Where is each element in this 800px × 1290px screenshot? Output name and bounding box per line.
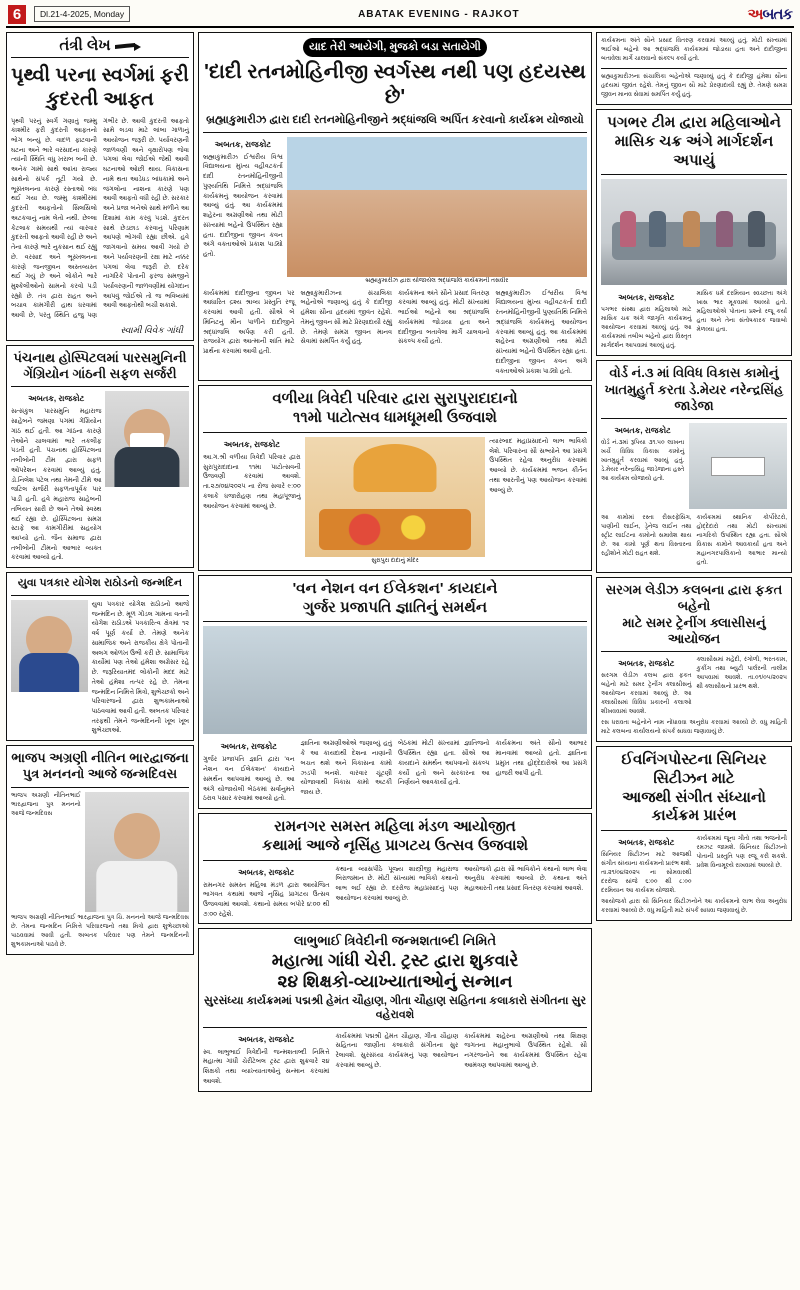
evening-story <box>596 746 792 921</box>
pagbhar-headline-2: માસિક ચક્ર અંગે માર્ગદર્શન અપાયું <box>614 132 774 169</box>
gandhi-headline-3: ૨૪ શિક્ષકો-વ્યાખ્યાતાઓનું સન્માન <box>277 971 513 991</box>
onenation-byline: અબતક, રાજકોટ <box>220 742 277 752</box>
onenation-col3: બેઠકમાં મોટી સંખ્યામાં જ્ઞાતિજનો ઉપસ્થિત રહ્યા હતા. સૌએ આ કાયદાને સમર્થન આપવાનો સંકલ્પ કર્યો હતો અને સરકારના આ નિર્ણયને આવકાર્યો હતો. <box>398 740 490 787</box>
ramnagar-headline-1: રામનગર સમસ્ત મહિલા મંડળ આયોજીત <box>274 818 516 836</box>
lead-col3: બ્રહ્માકુમારીઝના સંચાલિકા બહેનોએ જણાવ્યું હતું કે દાદીજી હંમેશા સૌના હૃદયમાં જીવંત રહેશે. તેમનું જીવન સૌ માટે પ્રેરણાદાયી રહ્યું છે. તેમણે સમગ્ર જીવન માનવ સેવામાં સમર્પિત કર્યું હતું. <box>300 289 392 346</box>
page-number: 6 <box>8 5 26 24</box>
hospital-story <box>6 345 194 568</box>
masthead-brand <box>748 6 792 23</box>
middle-column <box>198 32 592 1096</box>
ward-col3: કાર્યક્રમમાં સ્થાનિક કોર્પોરેટરો, હોદ્દેદારો તથા મોટી સંખ્યામાં નાગરિકો ઉપસ્થિત રહ્યા હતા. સૌએ વિકાસ કામોને આવકાર્યા હતા અને મહાનગરપાલિકાનો આભાર માન્યો હતો. <box>696 515 787 566</box>
lead-col5: બ્રહ્માકુમારીઝ ઈશ્વરીય વિશ્વ વિદ્યાલયના મુખ્ય વહીવટકર્તા દાદી રતનમોહિનીજીની પુણ્યતિથિ નિમિત્તે શ્રદ્ધાંજલિ કાર્યક્રમનું આયોજન કરવામાં આવ્યું હતું. આ કાર્યક્રમમાં શહેરના અગ્રણીઓ તથા મોટી સંખ્યામાં બહેનો ઉપસ્થિત રહ્યા હતા. દાદીજીના જીવન કવન અંગે વક્તાઓએ પ્રકાશ પાડ્યો હતો. <box>495 289 587 375</box>
page-columns <box>6 32 794 1096</box>
gandhi-story <box>198 928 592 1091</box>
onenation-col4: કાર્યક્રમના અંતે સૌનો આભાર માનવામાં આવ્યો હતો. જ્ઞાતિના પ્રમુખ તથા હોદ્દેદારોએ આ પ્રસંગે હાજરી આપી હતી. <box>495 740 587 777</box>
ward-photo-caption <box>689 509 787 511</box>
pagbhar-headline-1: પગભર ટીમ દ્વારા મહિલાઓને <box>607 114 781 131</box>
evening-headline-2: આજથી સંગીત સંધ્યાનો કાર્યક્રમ પ્રારંભ <box>622 788 766 825</box>
onenation-photo-caption <box>203 734 587 736</box>
brand-right: બતક <box>762 5 792 23</box>
lead-col4: કાર્યક્રમના અંતે સૌને પ્રસાદ વિતરણ કરવામાં આવ્યું હતું. મોટી સંખ્યામાં ભાઈઓ બહેનો આ શ્રદ્ધાંજલિ કાર્યક્રમમાં જોડાયા હતા અને દાદીજીના બતાવેલા માર્ગે ચાલવાનો સંકલ્પ કર્યો હતો. <box>398 289 490 346</box>
pagbhar-photo <box>601 179 787 285</box>
editorial-headline: પૃથ્વી પરના સ્વર્ગમાં ફરી કુદરતી આફત <box>11 65 189 110</box>
gandhi-headline-1: લાભુભાઈ ત્રિવેદીની જન્મશતાબ્દી નિમિતે <box>293 933 497 949</box>
valiya-headline-1: વળીયા ત્રિવેદી પરિવાર દ્વારા સુરાપુરાદાદાનો <box>272 390 518 408</box>
right-column <box>596 32 792 1096</box>
sargam-byline: અબતક, રાજકોટ <box>618 659 675 668</box>
lead-sidebar-body-2: બ્રહ્માકુમારીઝના સંચાલિકા બહેનોએ જણાવ્યું હતું કે દાદીજી હંમેશા સૌના હૃદયમાં જીવંત રહેશે. તેમનું જીવન સૌ માટે પ્રેરણાદાયી રહ્યું છે. તેમણે સમગ્ર જીવન માનવ સેવામાં સમર્પિત કર્યું હતું. <box>601 74 787 98</box>
onenation-col1: ગુર્જર પ્રજાપતિ જ્ઞાતિ દ્વારા 'વન નેશન વન ઈલેકશન' કાયદાને સમર્થન આપવામાં આવ્યું છે. આ અંગે યોજાયેલી બેઠકમાં સર્વાનુમતે ઠરાવ પસાર કરવામાં આવ્યો હતો. <box>203 756 295 803</box>
bjp-headline-1: ભાજપ અગ્રણી નીતિન ભારદ્વાજના <box>11 750 189 766</box>
sargam-col2: ક્લાસીસમાં મહેંદી, રંગોળી, ભરતકામ, કુકીંગ તથા બ્યુટી પાર્લરની તાલીમ આપવામાં આવશે. તા.૦૧/૦૫/૨૦૨૫ થી ક્લાસીસનો પ્રારંભ થશે. <box>696 657 787 690</box>
lead-photo-caption: બ્રહ્માકુમારીઝ દ્વારા યોજાયેલ શ્રદ્ધાંજલિ કાર્યક્રમની તસવીર <box>365 277 509 284</box>
pagbhar-col1: પગભર સંસ્થા દ્વારા મહિલાઓ માટે માસિક ચક્ર અંગે જાગૃતિ કાર્યક્રમનું આયોજન કરવામાં આવ્યું હતું. આ કાર્યક્રમમાં તબીબ બહેનો દ્વારા વિસ્તૃત માર્ગદર્શન આપવામાં આવ્યું હતું. <box>601 307 692 350</box>
lead-photo <box>287 137 587 277</box>
ramnagar-col1: રામનગર સમસ્ત મહિલા મંડળ દ્વારા આયોજિત ભાગવત કથામાં આજે નૃસિંહ પ્રાગટય ઉત્સવ ઉજવવામાં આવશે. કથાનો સમય બપોરે ૪:૦૦ થી ૭:૦૦ રહેશે. <box>203 881 330 918</box>
evening-col1: સિનિયર સિટીઝન માટે આજથી સંગીત સંધ્યાના કાર્યક્રમનો પ્રારંભ થશે. તા.૨૧/૦૪/૨૦૨૫ ના સોમવારથી દરરોજ સાંજે ૬:૦૦ થી ૮:૦૦ દરમિયાન આ કાર્યક્રમ યોજાશે. <box>601 852 692 894</box>
ward-story <box>596 360 792 573</box>
valiya-photo-caption: સુરાપુરા દાદાનું મંદિર <box>371 557 419 564</box>
pagbhar-byline: અબતક, રાજકોટ <box>618 293 675 303</box>
masthead <box>6 4 794 28</box>
valiya-col1: આ.ગ.શ્રી વળીયા ત્રિવેદી પરિવાર દ્વારા સુરાપુરાદાદાના ૧૧મા પાટોત્સવની ઉજવણી કરવામાં આવશે. તા.૨૭/૦૪/૨૦૨૫ ના રોજ સવારે ૯:૦૦ કલાકે ધજારોહણ તથા મહાપૂજાનું આયોજન કરવામાં આવ્યું છે. <box>203 453 301 510</box>
valiya-story <box>198 385 592 571</box>
valiya-photo <box>305 437 485 557</box>
bjp-sub: ભાજપ અગ્રણી નીતિનભાઈ ભારદ્વાજના પુત્ર મનનનો આજે જન્મદિવસ <box>11 792 81 817</box>
sargam-headline-1: સરગમ લેડીઝ કલબના દ્વારા ફકત બહેનો <box>605 582 783 614</box>
journalist-photo <box>11 600 88 692</box>
journalist-body: યુવા પત્રકાર યોગેશ રાઠોડનો આજે જન્મદિન છે. મૂળ ગોંડલ ગામના વતની યોગેશ રાઠોડએ પત્રકારિત્વ ક્ષેત્રમાં ૧૨ વર્ષ પૂર્ણ કર્યા છે. તેમણે અનેક સામાજિક અને રાજકીય ક્ષેત્રે પોતાની અલગ ઓળખ ઉભી કરી છે. સામાજિક કાર્યોમાં પણ તેઓ હંમેશા અગ્રેસર રહે છે. જરૂરિયાતમંદ લોકોની મદદ માટે તેઓ હંમેશા તત્પર રહે છે. તેમના જન્મદિન નિમિત્તે મિત્રો, શુભેચ્છકો અને પરિવારજનો દ્વારા શુભકામનાઓ પાઠવવામાં આવી હતી. અબતક પરિવાર તરફથી તેમને જન્મદિનની ખૂબ ખૂબ શુભેચ્છાઓ. <box>91 600 189 735</box>
lead-sidebar <box>596 32 792 105</box>
sargam-col3: રસ ધરાવતા બહેનોને નામ નોંધાવવા અનુરોધ કરવામાં આવ્યો છે. વધુ માહિતી માટે કલબના કાર્યાલયનો સંપર્ક સાધવા જણાવાયું છે. <box>601 720 787 735</box>
valiya-byline: અબતક, રાજકોટ <box>223 439 280 449</box>
sargam-headline-2: માટે સમર ટ્રેનીંગ ક્લાસીસનું આયોજન <box>622 614 766 646</box>
onenation-photo <box>203 626 587 734</box>
journalist-headline: યુવા પત્રકાર યોગેશ રાઠોડનો જન્મદિન <box>17 577 183 590</box>
ward-byline: અબતક, રાજકોટ <box>614 426 671 435</box>
gandhi-col1: સ્વ. લાભુભાઈ ત્રિવેદીની જન્મશતાબ્દી નિમિત્તે મહાત્મા ગાંધી ચેરીટેબલ ટ્રસ્ટ દ્વારા શુક્રવારે ૨૪ શિક્ષકો તથા વ્યાખ્યાતાઓનું સન્માન કરવામાં આવશે. <box>203 1048 330 1085</box>
editorial-logo-label: તંત્રી લેખ <box>59 37 111 54</box>
bjp-body: ભાજપ અગ્રણી નીતિનભાઈ ભારદ્વાજના પુત્ર ચિ. મનનનો આજે જન્મદિવસ છે. તેમના જન્મદિન નિમિત્તે પરિવારજનો તથા મિત્રો દ્વારા શુભેચ્છાઓ પાઠવવામાં આવી હતી. અબતક પરિવાર પણ તેમને જન્મદિનની શુભકામનાઓ પાઠવે છે. <box>11 914 189 948</box>
gandhi-subhead: સુરસંધ્યા કાર્યક્રમમાં પદ્મશ્રી હેમંત ચૌહાણ, ગીતા ચૌહાણ સહિતના કલાકારો સંગીતના સુર વહેરાવશે <box>203 995 587 1021</box>
hospital-headline: પંચનાથ હોસ્પિટલમાં પારસમુનિની ગેંગ્રિયોન ગાંઠની સફળ સર્જરી <box>13 349 187 382</box>
ward-photo <box>689 423 787 509</box>
lead-kicker: યાદ તેરી આયેગી, મુજકો બડા સતાયેગી <box>303 38 487 57</box>
evening-headline-1: ઈવનિંગપોસ્ટના સિનિયર સિટીઝન માટે <box>621 751 767 787</box>
hospital-body: સત્સંકુલ પારસમુનિ મહારાજ સાહેબને જમણા પગમાં ગેંગ્રિયોન ગાંઠ થઈ હતી. આ ગાંઠના કારણે તેઓને ચાલવામાં ભારે તકલીફ પડતી હતી. પંચનાથ હોસ્પિટલના તબીબોની ટીમ દ્વારા સફળ ઓપરેશન કરવામાં આવ્યું હતું. ડો.નિલેશ પટેલ તથા તેમની ટીમે આ જટિલ સર્જરી સફળતાપૂર્વક પાર પાડી હતી. હવે મહારાજ સાહેબની તબિયત સારી છે અને તેઓ સ્વસ્થ થઈ રહ્યા છે. હોસ્પિટલના સમગ્ર સ્ટાફે આ કામગીરીમાં સહયોગ આપ્યો હતો. જૈન સમાજ દ્વારા તબીબોની ટીમનો આભાર વ્યક્ત કરવામાં આવ્યો હતો. <box>11 408 102 562</box>
pen-icon <box>115 41 141 51</box>
lead-col2: કાર્યક્રમમાં દાદીજીના જીવન પર આધારિત દ્રશ્ય શ્રાવ્ય પ્રસ્તુતિ રજૂ કરવામાં આવી હતી. સૌએ બે મિનિટનું મૌન પાળીને દાદીજીને શ્રદ્ધાંજલિ અર્પણ કરી હતી. રાજયોગ દ્વારા આત્માની શાંતિ માટે પ્રાર્થના કરવામાં આવી હતી. <box>203 289 295 356</box>
left-column <box>6 32 194 1096</box>
gandhi-byline: અબતક, રાજકોટ <box>238 1034 295 1044</box>
onenation-headline-1: 'વન નેશન વન ઈલેકશન' કાયદાને <box>292 579 498 597</box>
journalist-story <box>6 572 194 741</box>
hospital-byline: અબતક, રાજકોટ <box>28 394 85 404</box>
hospital-photo <box>105 391 189 487</box>
ramnagar-headline-2: કથામાં આજે નૃસિંહ પ્રાગટય ઉત્સવ ઉજવાશે <box>261 836 529 854</box>
ramnagar-story <box>198 813 592 924</box>
ramnagar-col2: કથાના વ્યાસપીઠે પૂજ્ય શાસ્ત્રીજી મહારાજ બિરાજમાન છે. મોટી સંખ્યામાં ભાવિકો કથાનો લાભ લઈ રહ્યા છે. દરરોજ મહાપ્રસાદનું પણ આયોજન કરવામાં આવ્યું છે. <box>335 865 459 902</box>
onenation-headline-2: ગુર્જર પ્રજાપતિ જ્ઞાતિનું સમર્થન <box>302 598 488 616</box>
evening-byline: અબતક, રાજકોટ <box>618 838 675 847</box>
editorial-signature: સ્વામી વિવેક ગાંધી <box>120 324 183 335</box>
ward-col2: આ કામોમાં રસ્તા રીસરફેસિંગ, પાણીની લાઈન, ડ્રેનેજ લાઈન તથા સ્ટ્રીટ લાઈટના કામોનો સમાવેશ થાય છે. આ કામો પૂર્ણ થતા વિસ્તારના રહીશોને મોટી રાહત થશે. <box>601 515 692 557</box>
editorial-logo-row <box>11 37 189 58</box>
valiya-col2: ત્યારબાદ મહાપ્રસાદનો લાભ ભાવિકો લેશે. પરિવારના સૌ સભ્યોને આ પ્રસંગે ઉપસ્થિત રહેવા અનુરોધ કરવામાં આવ્યો છે. કાર્યક્રમમાં ભજન કીર્તન તથા આરતીનું પણ આયોજન કરવામાં આવ્યું છે. <box>489 437 587 494</box>
lead-sidebar-body: કાર્યક્રમના અંતે સૌને પ્રસાદ વિતરણ કરવામાં આવ્યું હતું. મોટી સંખ્યામાં ભાઈઓ બહેનો આ શ્રદ્ધાંજલિ કાર્યક્રમમાં જોડાયા હતા અને દાદીજીના બતાવેલા માર્ગે ચાલવાનો સંકલ્પ કર્યો હતો. <box>601 38 787 62</box>
bjp-story <box>6 745 194 955</box>
bjp-photo <box>85 792 189 912</box>
bjp-headline-2: પુત્ર મનનનો આજે જન્મદિવસ <box>22 766 178 782</box>
pagbhar-col2: માસિક ધર્મ દરમિયાન સ્વચ્છતા અંગે ખાસ ભાર મૂકવામાં આવ્યો હતો. મહિલાઓએ પોતાના પ્રશ્નો રજૂ કર્યા હતા અને તેના સંતોષકારક જવાબો મેળવ્યા હતા. <box>696 291 787 334</box>
brand-left: અ <box>747 5 763 23</box>
ward-col1: વોર્ડ નં.૩માં રૂપિયા ૩૧.૫૦ લાખના ખર્ચે વિવિધ વિકાસ કામોનું ખાતમુહૂર્ત કરવામાં આવ્યું હતું. ડે.મેયર નરેન્દ્રસિંહ જાડેજાના હસ્તે આ કાર્યક્રમ યોજાયો હતો. <box>601 440 685 482</box>
lead-headline: 'દાદી રતનમોહિનીજી સ્વર્ગસ્થ નથી પણ હદયસ્થ છે' <box>204 61 586 108</box>
onenation-story <box>198 575 592 809</box>
lead-byline: અબતક, રાજકોટ <box>214 139 271 149</box>
ward-headline-2: ખાતમુહુર્ત કરતા ડે.મેયર નરેન્દ્રસિંહ જાડેજા <box>604 381 784 413</box>
sargam-col1: સરગમ લેડીઝ કલબ દ્વારા ફકત બહેનો માટે સમર ટ્રેનીંગ ક્લાસીસનું આયોજન કરવામાં આવ્યું છે. આ ક્લાસીસમાં વિવિધ પ્રકારની કલાઓ શીખવવામાં આવશે. <box>601 673 692 715</box>
onenation-col2: જ્ઞાતિના અગ્રણીઓએ જણાવ્યું હતું કે આ કાયદાથી દેશના નાણાંની બચત થશે અને વિકાસના કામો ઝડપી બનશે. વારંવાર ચૂંટણી યોજાવાથી વિકાસ કામો અટકી જાય છે. <box>300 740 392 797</box>
masthead-title: ABATAK EVENING - RAJKOT <box>358 8 520 20</box>
sargam-story <box>596 577 792 742</box>
gandhi-col3: કાર્યક્રમમાં શહેરના અગ્રણીઓ તથા શિક્ષણ જગતના મહાનુભાવો ઉપસ્થિત રહેશે. સૌ નગરજનોને આ કાર્યક્રમમાં ઉપસ્થિત રહેવા આમંત્રણ આપવામાં આવ્યું છે. <box>464 1032 587 1069</box>
date-label: Dl.21-4-2025, Monday <box>34 6 130 22</box>
gandhi-headline-2: મહાત્મા ગાંધી ચેરી. ટ્રસ્ટ દ્વારા શુકવારે <box>271 950 519 970</box>
gandhi-col2: કાર્યક્રમમાં પદ્મશ્રી હેમંત ચૌહાણ, ગીતા ચૌહાણ સહિતના જાણીતા કલાકારો સંગીતના સુર રેલાવશે. સુરસંધ્યા કાર્યક્રમનું પણ આયોજન કરવામાં આવ્યું છે. <box>335 1032 459 1069</box>
ramnagar-col3: આયોજકો દ્વારા સૌ ભાવિકોને કથાનો લાભ લેવા અનુરોધ કરવામાં આવ્યો છે. કથાના અંતે મહાઆરતી તથા પ્રસાદ વિતરણ કરવામાં આવશે. <box>464 865 587 892</box>
pagbhar-photo-caption <box>601 285 787 287</box>
evening-col3: આયોજકો દ્વારા સૌ સિનિયર સિટીઝનોને આ કાર્યક્રમનો લાભ લેવા અનુરોધ કરવામાં આવ્યો છે. વધુ માહિતી માટે સંપર્ક સાધવા જણાવાયું છે. <box>601 899 787 914</box>
editorial-body: પૃથ્વી પરનું સ્વર્ગ ગણાતું જમ્મુ કાશ્મીર ફરી કુદરતી આફતનો ભોગ બન્યું છે. વાદળ ફાટવાની ઘટના અને ભારે વરસાદના કારણે ત્યાંની સ્થિતિ વધુ ખરાબ બની છે. અનેક ગામો સાથે આખા રાજ્ય સાથેનો સંપર્ક તૂટી ગયો છે. ભૂસ્ખલનના કારણે રસ્તાઓ બંધ થઈ ગયા છે. જમ્મુ કાશ્મીરમાં કુદરતી આફતોનો સિલસિલો અટકવાનું નામ લેતો નથી. છેલ્લા કેટલાક સમયથી ત્યાં વારંવાર કુદરતી આફતો આવી રહી છે અને તેના કારણે ભારે નુકસાન થઈ રહ્યું છે. વરસાદ અને ભૂસ્ખલનના કારણે જનજીવન અસ્તવ્યસ્ત થઈ ગયું છે અને લોકોને ભારે મુશ્કેલીઓનો સામનો કરવો પડી રહ્યો છે. તંત્ર દ્વારા રાહત અને બચાવ કામગીરી હાથ ધરવામાં આવી છે, પરંતુ સ્થિતિ હજુ પણ ગંભીર છે. આવી કુદરતી આફતો સામે લડવા માટે લાંબા ગાળાનું આયોજન જરૂરી છે. પર્યાવરણની જાળવણી અને વૃક્ષારોપણ જેવા પગલાં લેવા જોઈએ જેથી આવી ઘટનાઓ ઓછી થાય. વિકાસના નામે થતા આડેધડ બાંધકામો અને જંગલોના નાશના કારણે પણ આવી આફતો વધી રહી છે. સરકાર અને પ્રજા બંનેએ સાથે મળીને આ દિશામાં કામ કરવું પડશે. કુદરત સાથે છેડછાડ કરવાનું પરિણામ આપણે ભોગવી રહ્યા છીએ. હવે જાગવાનો સમય આવી ગયો છે અને પર્યાવરણની રક્ષા માટે નક્કર પગલાં લેવા જરૂરી છે. દરેક નાગરિકે પોતાની ફરજ સમજીને પર્યાવરણની જાળવણીમાં યોગદાન આપવું જોઈએ તો જ ભવિષ્યમાં આવી આફતોથી બચી શકાશે. <box>11 117 189 320</box>
lead-subhead: બ્રહ્માકુમારીઝ દ્વારા દાદી રતનમોહિનીજીને શ્રદ્ધાંજલિ અર્પિત કરવાનો કાર્યક્રમ યોજાયો <box>206 114 584 126</box>
lead-kicker-wrap <box>203 37 587 57</box>
ramnagar-byline: અબતક, રાજકોટ <box>238 867 295 877</box>
evening-col2: કાર્યક્રમમાં જૂના ગીતો તથા ભજનોની રમઝટ જામશે. સિનિયર સિટીઝનો પોતાની પ્રસ્તુતિ પણ રજૂ કરી શકશે. પ્રવેશ વિનામૂલ્યે રાખવામાં આવ્યો છે. <box>696 836 787 869</box>
ward-headline-1: વોર્ડ નં.૩ માં વિવિધ વિકાસ કામોનું <box>609 365 779 381</box>
lead-story <box>198 32 592 381</box>
pagbhar-story <box>596 109 792 356</box>
valiya-headline-2: ૧૧મો પાટોત્સવ ધામધૂમથી ઉજવાશે <box>293 409 497 427</box>
lead-col1: બ્રહ્માકુમારીઝ ઈશ્વરીય વિશ્વ વિદ્યાલયના મુખ્ય વહીવટકર્તા દાદી રતનમોહિનીજીની પુણ્યતિથિ નિમિત્તે શ્રદ્ધાંજલિ કાર્યક્રમનું આયોજન કરવામાં આવ્યું હતું. આ કાર્યક્રમમાં શહેરના અગ્રણીઓ તથા મોટી સંખ્યામાં બહેનો ઉપસ્થિત રહ્યા હતા. દાદીજીના જીવન કવન અંગે વક્તાઓએ પ્રકાશ પાડ્યો હતો. <box>203 153 283 259</box>
editorial-box <box>6 32 194 341</box>
